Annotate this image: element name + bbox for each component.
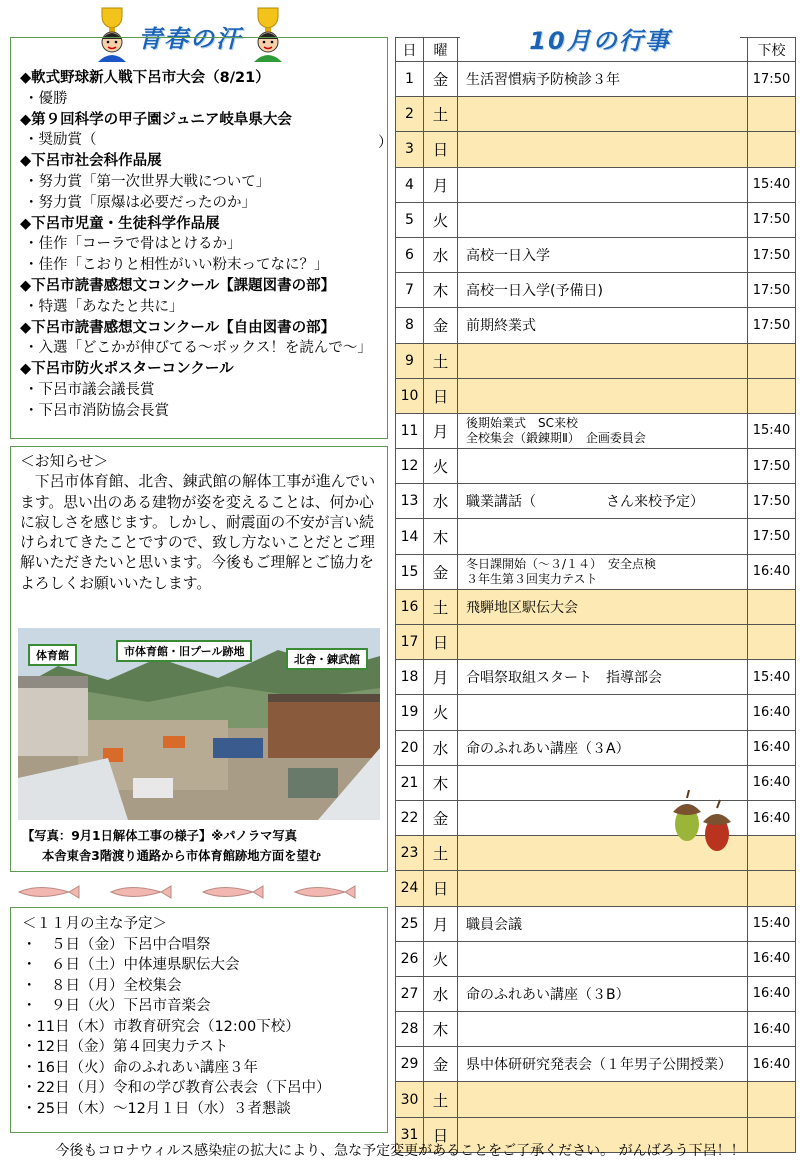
header-weekday: 曜 <box>424 38 458 62</box>
achievement-heading: ◆下呂市読書感想文コンクール【課題図書の部】 <box>20 277 336 294</box>
calendar-event: 命のふれあい講座（３A） <box>458 730 748 765</box>
calendar-weekday: 木 <box>424 519 458 554</box>
calendar-row <box>396 202 796 237</box>
calendar-row <box>396 976 796 1011</box>
november-heading: ＜１１月の主な予定＞ <box>22 916 167 932</box>
calendar-day: 17 <box>396 625 424 660</box>
calendar-event: 命のふれあい講座（３B） <box>458 976 748 1011</box>
calendar-event <box>458 202 748 237</box>
calendar-dismissal-time: 16:40 <box>748 554 796 589</box>
label-gym: 体育館 <box>28 644 77 666</box>
calendar-weekday: 水 <box>424 237 458 272</box>
november-item: ・25日（木）～12月１日（水）３者懇談 <box>22 1100 291 1117</box>
calendar-dismissal-time <box>748 1082 796 1117</box>
november-item: ・12日（金）第４回実力テスト <box>22 1039 229 1055</box>
november-item: ・ ８日（月）全校集会 <box>22 977 182 994</box>
calendar-day: 19 <box>396 695 424 730</box>
calendar-row <box>396 871 796 906</box>
calendar-dismissal-time: 15:40 <box>748 167 796 202</box>
calendar-dismissal-time: 17:50 <box>748 308 796 343</box>
calendar-day: 15 <box>396 554 424 589</box>
notice-body: 下呂市体育館、北舎、錬武館の解体工事が進んでいます。思い出のある建物が姿を変えることは、何か心に寂しさを感じます。しかし、耐震面の不安が言い続けられてきたことですので、致し方ないことだとご理解いただきたいと思います。今後もご理解とご協力をよろしくお願いいたします。 <box>20 473 376 592</box>
calendar-day: 14 <box>396 519 424 554</box>
calendar-row <box>396 695 796 730</box>
calendar-dismissal-time: 17:50 <box>748 273 796 308</box>
achievement-heading: ◆下呂市社会科作品展 <box>20 153 162 170</box>
calendar-event: 職業講話（ さん来校予定） <box>458 484 748 519</box>
calendar-day: 21 <box>396 765 424 800</box>
label-north: 北舎・錬武館 <box>286 648 368 670</box>
calendar-row <box>396 449 796 484</box>
calendar-dismissal-time <box>748 625 796 660</box>
november-item: ・ ６日（土）中体連県駅伝大会 <box>22 957 240 973</box>
achievement-item: ・下呂市議会議長賞 <box>24 381 155 398</box>
calendar-dismissal-time: 17:50 <box>748 237 796 272</box>
calendar-dismissal-time: 17:50 <box>748 519 796 554</box>
october-calendar <box>395 37 796 1153</box>
calendar-row <box>396 519 796 554</box>
november-list <box>22 935 384 1120</box>
calendar-event: 前期終業式 <box>458 308 748 343</box>
calendar-day: 4 <box>396 167 424 202</box>
achievement-heading: ◆下呂市児童・生徒科学作品展 <box>20 215 220 232</box>
calendar-day: 23 <box>396 836 424 871</box>
calendar-day: 9 <box>396 343 424 378</box>
notice <box>20 452 382 594</box>
calendar-weekday: 月 <box>424 167 458 202</box>
header-day: 日 <box>396 38 424 62</box>
calendar-weekday: 土 <box>424 1082 458 1117</box>
calendar-event <box>458 1012 748 1047</box>
calendar-event: 高校一日入学(予備日) <box>458 273 748 308</box>
calendar-weekday: 日 <box>424 378 458 413</box>
calendar-event <box>458 132 748 167</box>
achievement-item: ・優勝 <box>24 90 68 107</box>
calendar-day: 26 <box>396 941 424 976</box>
acorn-icon <box>665 790 737 858</box>
calendar-row <box>396 625 796 660</box>
calendar-weekday: 木 <box>424 765 458 800</box>
calendar-day: 31 <box>396 1117 424 1152</box>
calendar-event <box>458 519 748 554</box>
calendar-event-line: 冬日課開始（～３/１４） 安全点検 <box>466 556 657 571</box>
calendar-weekday: 金 <box>424 1047 458 1082</box>
calendar-dismissal-time <box>748 836 796 871</box>
notice-heading: ＜お知らせ＞ <box>20 453 109 470</box>
achievement-heading: ◆軟式野球新人戦下呂市大会（8/21） <box>20 70 270 86</box>
calendar-day: 29 <box>396 1047 424 1082</box>
calendar-weekday: 土 <box>424 97 458 132</box>
calendar-weekday: 水 <box>424 730 458 765</box>
calendar-row <box>396 660 796 695</box>
calendar-dismissal-time <box>748 343 796 378</box>
calendar-day: 12 <box>396 449 424 484</box>
calendar-event <box>458 695 748 730</box>
calendar-day: 24 <box>396 871 424 906</box>
calendar-weekday: 金 <box>424 308 458 343</box>
calendar-weekday: 日 <box>424 625 458 660</box>
calendar-row <box>396 273 796 308</box>
calendar-row <box>396 413 796 448</box>
calendar-event <box>458 378 748 413</box>
calendar-dismissal-time <box>748 97 796 132</box>
achievement-heading: ◆下呂市防火ポスターコンクール <box>20 361 234 378</box>
calendar-dismissal-time: 15:40 <box>748 413 796 448</box>
calendar-weekday: 土 <box>424 343 458 378</box>
calendar-row <box>396 941 796 976</box>
calendar-row <box>396 1082 796 1117</box>
calendar-day: 22 <box>396 800 424 835</box>
november-item: ・22日（月）令和の学び教育公表会（下呂中） <box>22 1080 331 1096</box>
photo-caption-1: 【写真：9月1日解体工事の様子】※パノラマ写真 <box>22 829 298 843</box>
calendar-day: 13 <box>396 484 424 519</box>
demolition-photo <box>18 628 380 820</box>
calendar-day: 16 <box>396 589 424 624</box>
calendar-day: 30 <box>396 1082 424 1117</box>
calendar-weekday: 月 <box>424 906 458 941</box>
footer-note: 今後もコロナウィルス感染症の拡大により、急な予定変更があることをご了承ください。 がんばろう下呂！！ <box>55 1143 745 1159</box>
calendar-row <box>396 308 796 343</box>
calendar-dismissal-time: 15:40 <box>748 660 796 695</box>
calendar-row <box>396 132 796 167</box>
achievement-item: ・佳作「こおりと相性がいい粉末ってなに？」 <box>24 257 329 274</box>
calendar-day: 7 <box>396 273 424 308</box>
paren-close: ） <box>378 135 393 151</box>
calendar-dismissal-time: 16:40 <box>748 1012 796 1047</box>
calendar-row <box>396 1047 796 1082</box>
calendar-dismissal-time: 17:50 <box>748 202 796 237</box>
calendar-day: 8 <box>396 308 424 343</box>
fish-decoration-icon <box>14 882 384 902</box>
achievement-item: ・佳作「コーラで骨はとけるか」 <box>24 236 242 253</box>
calendar-weekday: 火 <box>424 941 458 976</box>
calendar-event <box>458 413 748 448</box>
calendar-day: 10 <box>396 378 424 413</box>
calendar-row <box>396 589 796 624</box>
calendar-day: 25 <box>396 906 424 941</box>
calendar-day: 11 <box>396 413 424 448</box>
calendar-day: 20 <box>396 730 424 765</box>
calendar-row <box>396 97 796 132</box>
calendar-day: 2 <box>396 97 424 132</box>
calendar-event-line: 後期始業式 SC来校 <box>466 415 578 430</box>
calendar-dismissal-time: 16:40 <box>748 976 796 1011</box>
calendar-day: 6 <box>396 237 424 272</box>
calendar-weekday: 水 <box>424 976 458 1011</box>
calendar-event: 高校一日入学 <box>458 237 748 272</box>
calendar-event-line: 全校集会（鍛錬期Ⅱ） 企画委員会 <box>466 430 646 445</box>
calendar-dismissal-time <box>748 589 796 624</box>
calendar-event <box>458 625 748 660</box>
calendar-weekday: 月 <box>424 413 458 448</box>
right-title-bar <box>460 22 740 54</box>
calendar-weekday: 日 <box>424 132 458 167</box>
calendar-event: 職員会議 <box>458 906 748 941</box>
achievement-item: ・特選「あなたと共に」 <box>24 298 184 315</box>
achievement-item: ・奨励賞（ <box>24 132 97 149</box>
calendar-weekday: 火 <box>424 202 458 237</box>
calendar-weekday: 木 <box>424 273 458 308</box>
calendar-weekday: 木 <box>424 1012 458 1047</box>
calendar-day: 5 <box>396 202 424 237</box>
calendar-dismissal-time <box>748 871 796 906</box>
calendar-weekday: 水 <box>424 484 458 519</box>
calendar-dismissal-time <box>748 132 796 167</box>
calendar-row <box>396 343 796 378</box>
calendar-event <box>458 554 748 589</box>
calendar-day: 18 <box>396 660 424 695</box>
calendar-event <box>458 1082 748 1117</box>
right-title: 10月の行事 <box>529 26 671 55</box>
calendar-row <box>396 1012 796 1047</box>
calendar-weekday: 土 <box>424 836 458 871</box>
calendar-row <box>396 378 796 413</box>
achievement-item: ・入選「どこかが伸びてる～ボックス！を読んで～」 <box>24 340 372 357</box>
achievement-item: ・努力賞「第一次世界大戦について」 <box>24 173 271 190</box>
calendar-row <box>396 237 796 272</box>
calendar-dismissal-time: 17:50 <box>748 449 796 484</box>
left-title: 青春の汗 <box>138 24 242 53</box>
calendar-day: 3 <box>396 132 424 167</box>
calendar-dismissal-time: 15:40 <box>748 906 796 941</box>
calendar-dismissal-time: 16:40 <box>748 695 796 730</box>
label-site: 市体育館・旧プール跡地 <box>116 640 252 662</box>
calendar-weekday: 日 <box>424 1117 458 1152</box>
calendar-event <box>458 97 748 132</box>
header-dismissal: 下校 <box>748 38 796 62</box>
calendar-dismissal-time: 16:40 <box>748 800 796 835</box>
achievement-heading: ◆第９回科学の甲子園ジュニア岐阜県大会 <box>20 111 292 128</box>
calendar-event <box>458 449 748 484</box>
november-plans <box>22 914 384 1119</box>
calendar-row <box>396 484 796 519</box>
calendar-dismissal-time: 16:40 <box>748 730 796 765</box>
calendar-weekday: 金 <box>424 554 458 589</box>
calendar-dismissal-time: 16:40 <box>748 941 796 976</box>
calendar-day: 27 <box>396 976 424 1011</box>
calendar-dismissal-time <box>748 378 796 413</box>
achievements-list <box>20 68 390 422</box>
november-item: ・ ５日（金）下呂中合唱祭 <box>22 936 211 953</box>
calendar-row <box>396 554 796 589</box>
photo-caption-2: 本舎東舎3階渡り通路から市体育館跡地方面を望む <box>42 849 322 863</box>
calendar-day: 28 <box>396 1012 424 1047</box>
calendar-event: 生活習慣病予防検診３年 <box>458 62 748 97</box>
calendar-weekday: 日 <box>424 871 458 906</box>
calendar-weekday: 火 <box>424 695 458 730</box>
calendar-weekday: 金 <box>424 62 458 97</box>
calendar-row <box>396 906 796 941</box>
calendar-dismissal-time: 17:50 <box>748 484 796 519</box>
calendar-event <box>458 941 748 976</box>
calendar-event <box>458 167 748 202</box>
calendar-weekday: 土 <box>424 589 458 624</box>
achievement-item: ・努力賞「原爆は必要だったのか」 <box>24 194 256 211</box>
calendar-row <box>396 62 796 97</box>
calendar-day: 1 <box>396 62 424 97</box>
november-item: ・16日（火）命のふれあい講座３年 <box>22 1059 258 1076</box>
calendar-event: 県中体研研究発表会（１年男子公開授業） <box>458 1047 748 1082</box>
calendar-event-line: ３年生第３回実力テスト <box>466 571 598 586</box>
calendar-row <box>396 167 796 202</box>
calendar-dismissal-time: 17:50 <box>748 62 796 97</box>
calendar-weekday: 火 <box>424 449 458 484</box>
calendar-dismissal-time: 16:40 <box>748 765 796 800</box>
calendar-dismissal-time: 16:40 <box>748 1047 796 1082</box>
achievement-item: ・下呂市消防協会長賞 <box>24 402 169 419</box>
november-item: ・11日（木）市教育研究会（12:00下校） <box>22 1018 300 1035</box>
calendar-event <box>458 343 748 378</box>
calendar-weekday: 金 <box>424 800 458 835</box>
november-item: ・ ９日（火）下呂市音楽会 <box>22 998 211 1014</box>
calendar-row <box>396 730 796 765</box>
calendar-event: 合唱祭取組スタート 指導部会 <box>458 660 748 695</box>
calendar-event <box>458 871 748 906</box>
calendar-event: 飛騨地区駅伝大会 <box>458 589 748 624</box>
achievement-heading: ◆下呂市読書感想文コンクール【自由図書の部】 <box>20 319 336 336</box>
calendar-weekday: 月 <box>424 660 458 695</box>
